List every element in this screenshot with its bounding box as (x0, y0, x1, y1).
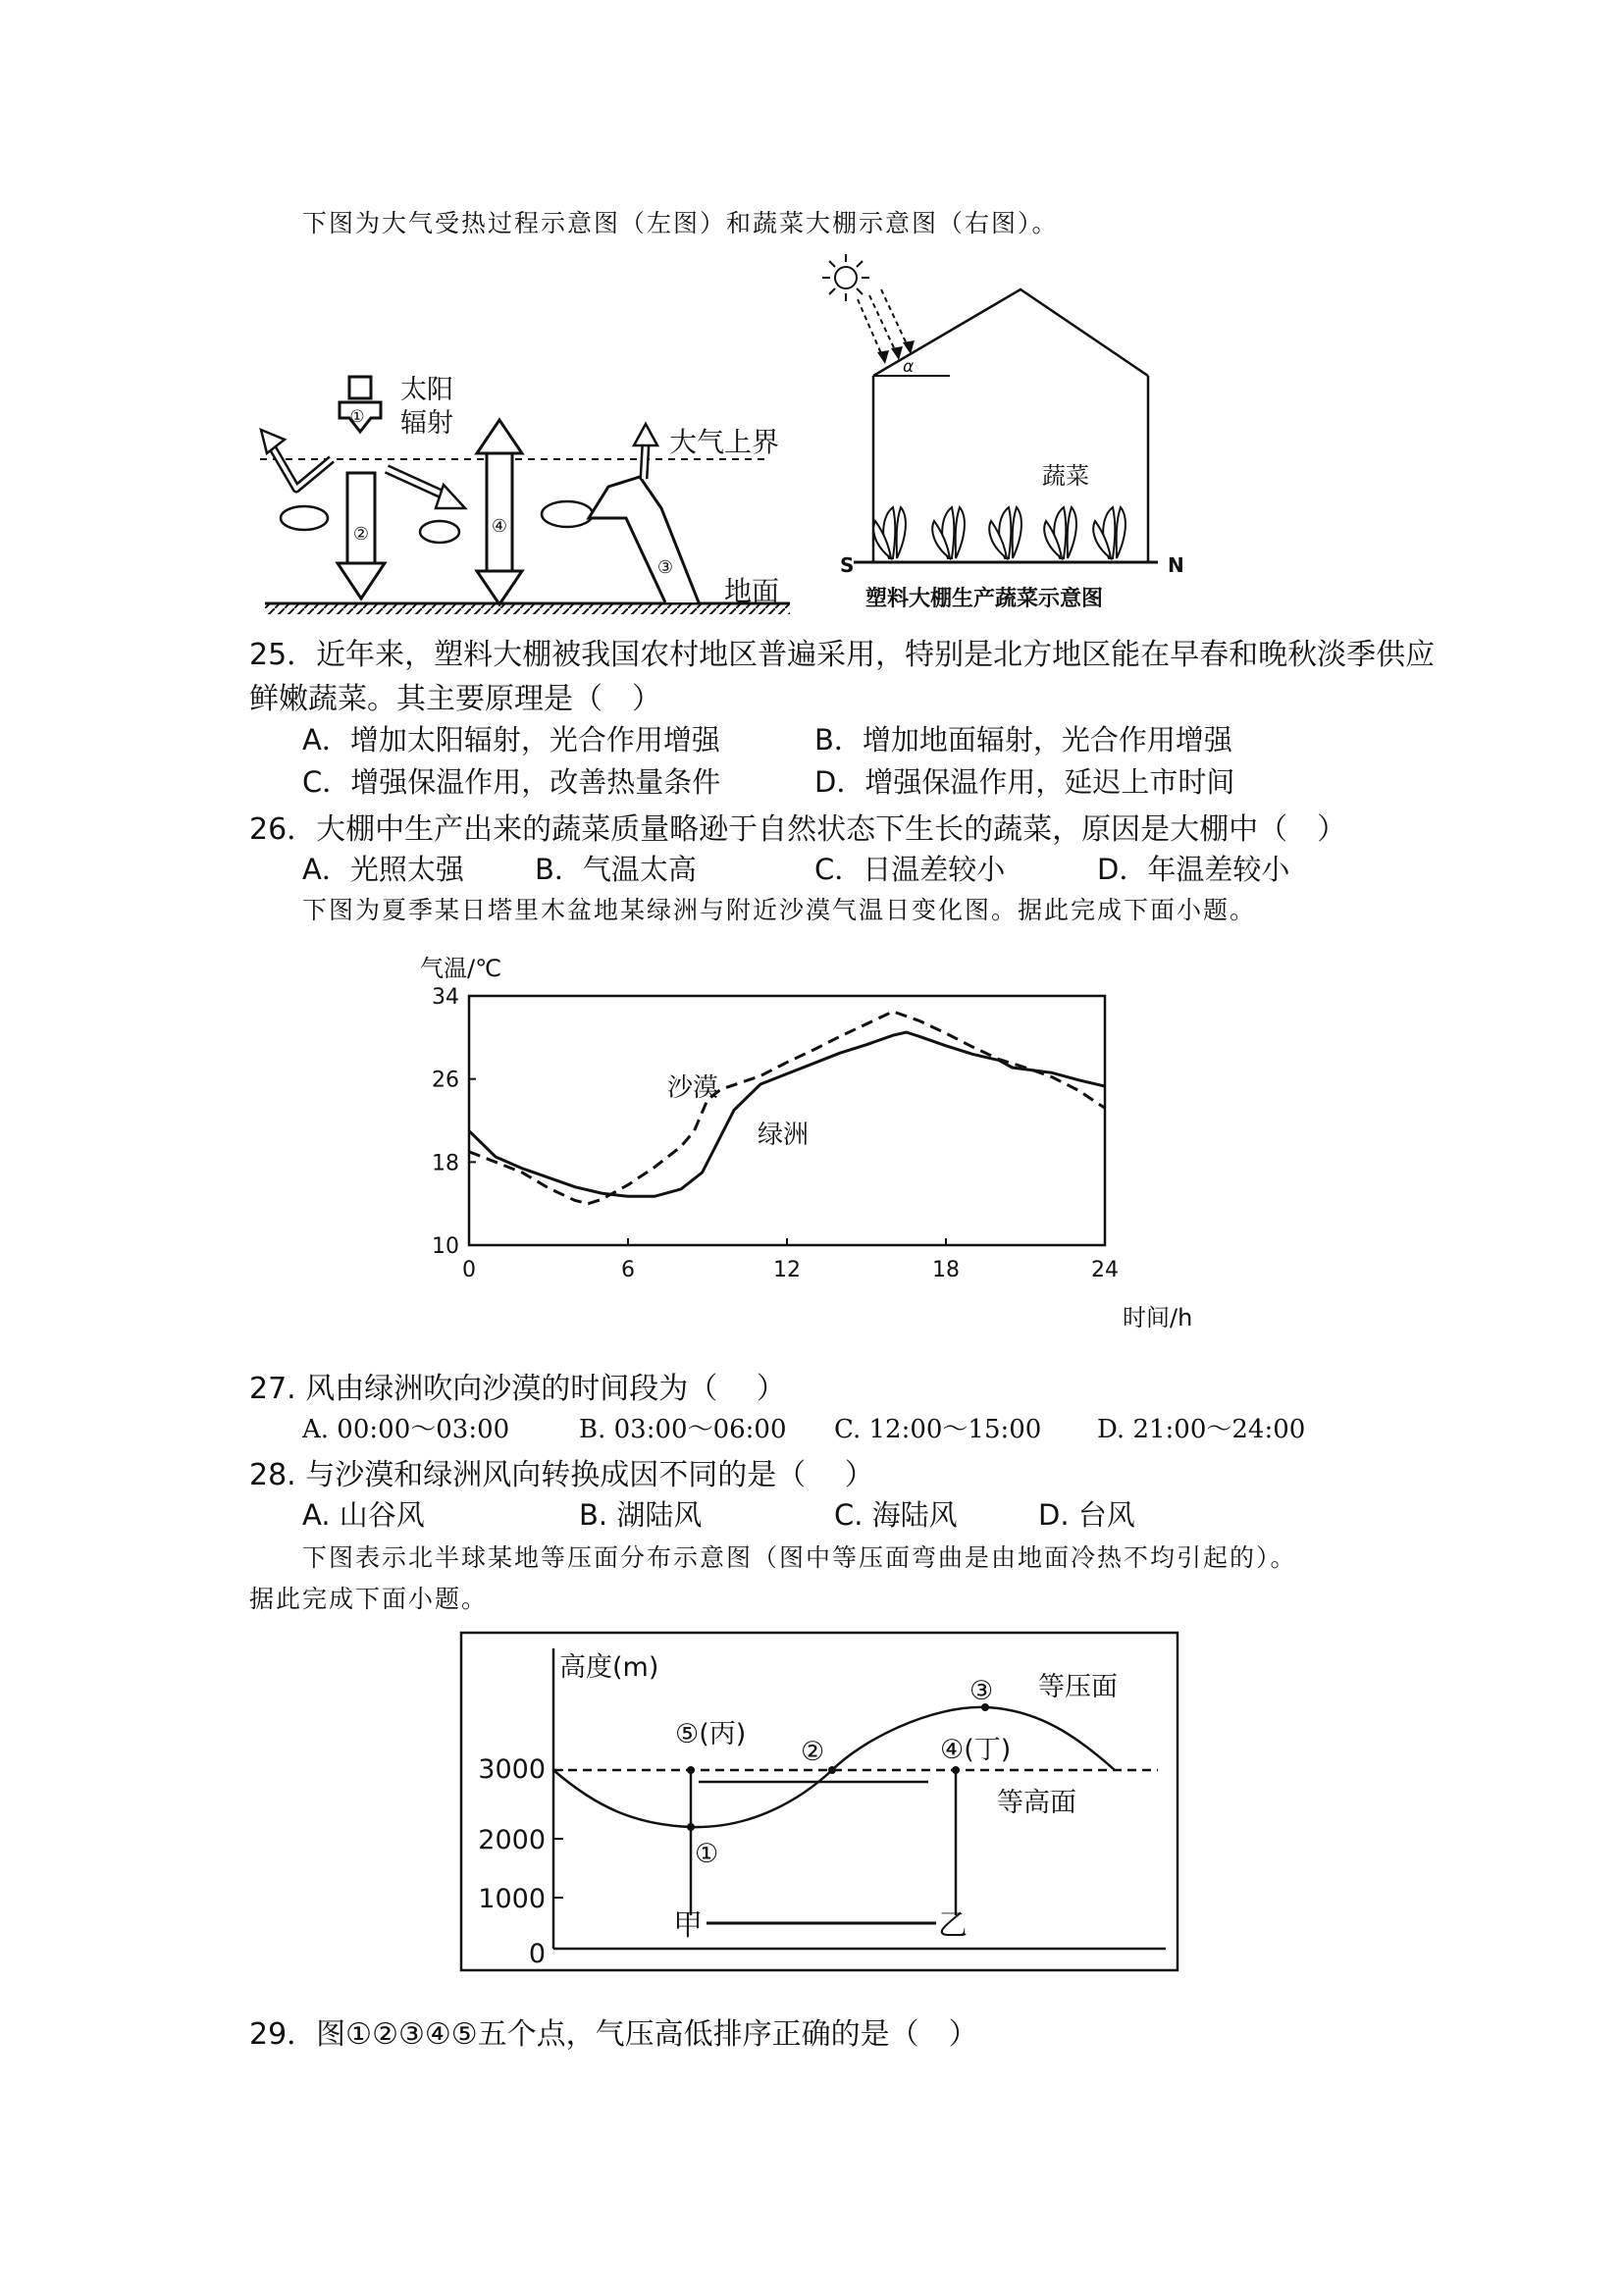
greenhouse-roof (873, 289, 1148, 376)
q28-option-d: D. 台风 (1038, 1498, 1135, 1532)
atmosphere-heating-diagram (255, 363, 805, 628)
series-line-oasis (469, 1032, 1105, 1196)
q26-option-d: D．年温差较小 (1097, 853, 1290, 886)
label-n3: ③ (656, 557, 674, 578)
y-tick-label: 34 (432, 985, 459, 1010)
x-tick-label: 12 (773, 1258, 801, 1282)
q25-option-b: B．增加地面辐射，光合作用增强 (814, 723, 1232, 757)
yi-label: 乙 (938, 1908, 968, 1943)
label-n2: ② (352, 524, 370, 545)
vegetable-plants-icon (873, 507, 1126, 558)
isoheight-label: 等高面 (997, 1788, 1076, 1818)
ground-label: 地面 (724, 575, 780, 607)
scatter-arrow-icon (387, 469, 465, 508)
upper-boundary-label: 大气上界 (669, 426, 780, 458)
jia-label: 甲 (673, 1908, 703, 1943)
temperature-chart (402, 937, 1227, 1330)
q27-stem: 27. 风由绿洲吹向沙漠的时间段为（ ） (249, 1372, 786, 1406)
vegetable-label: 蔬菜 (1042, 462, 1089, 490)
x-tick-label: 18 (932, 1258, 960, 1282)
tick-2000: 2000 (478, 1825, 546, 1855)
q26-option-a: A．光照太强 (302, 853, 464, 886)
point-4-label: ④(丁) (940, 1735, 1012, 1765)
q25-stem-line1: 25．近年来，塑料大棚被我国农村地区普遍采用，特别是北方地区能在早春和晚秋淡季供应 (249, 638, 1436, 672)
cloud-icon (420, 521, 459, 543)
x-tick-label: 24 (1091, 1258, 1119, 1282)
south-label: S (840, 553, 855, 577)
greenhouse-caption: 塑料大棚生产蔬菜示意图 (865, 587, 1104, 611)
intro-text-1: 下图为大气受热过程示意图（左图）和蔬菜大棚示意图（右图）。 (302, 209, 1059, 237)
q25-option-a: A．增加太阳辐射，光合作用增强 (302, 723, 720, 757)
sun-icon (822, 254, 869, 301)
q25-option-c: C．增强保温作用，改善热量条件 (302, 765, 721, 799)
alpha-label: α (903, 357, 915, 377)
north-label: N (1168, 553, 1184, 577)
q29-stem: 29．图①②③④⑤五个点，气压高低排序正确的是（ ） (249, 2017, 978, 2052)
sun-label-2: 辐射 (400, 408, 453, 439)
tick-3000: 3000 (478, 1754, 546, 1785)
chart-xlabel: 时间/h (1123, 1304, 1193, 1330)
q28-option-b: B. 湖陆风 (579, 1498, 703, 1532)
q26-option-c: C．日温差较小 (814, 853, 1006, 886)
series-line-desert (469, 1012, 1105, 1204)
fig-ylabel: 高度(m) (559, 1652, 659, 1683)
series-label-oasis: 绿洲 (758, 1121, 810, 1150)
q27-option-c: C. 12:00～15:00 (834, 1415, 1042, 1444)
q25-stem-line2: 鲜嫩蔬菜。其主要原理是（ ） (249, 682, 661, 716)
tick-1000: 1000 (478, 1884, 546, 1914)
y-tick-label: 10 (432, 1234, 459, 1259)
q28-option-c: C. 海陆风 (834, 1498, 958, 1532)
label-n4: ④ (491, 516, 508, 537)
series-label-desert: 沙漠 (667, 1073, 719, 1103)
point-2-label: ② (801, 1737, 825, 1767)
chart-ylabel: 气温/℃ (420, 955, 502, 982)
greenhouse-diagram (814, 250, 1207, 618)
q26-option-b: B．气温太高 (535, 853, 697, 886)
q28-stem: 28. 与沙漠和绿洲风向转换成因不同的是（ ） (249, 1458, 874, 1492)
q27-option-a: A. 00:00～03:00 (302, 1415, 510, 1444)
q27-option-d: D. 21:00～24:00 (1097, 1415, 1306, 1444)
reflection-arrowhead (261, 430, 285, 453)
x-tick-label: 6 (621, 1258, 635, 1282)
sun-label-1: 太阳 (400, 375, 453, 405)
intro-text-3-line2: 据此完成下面小题。 (249, 1585, 489, 1613)
intro-text-2: 下图为夏季某日塔里木盆地某绿洲与附近沙漠气温日变化图。据此完成下面小题。 (302, 896, 1257, 924)
label-n1: ① (349, 407, 365, 427)
ground-hatch (265, 604, 790, 614)
tick-0: 0 (528, 1939, 546, 1969)
y-tick-label: 18 (432, 1151, 459, 1176)
isobar-diagram (459, 1631, 1185, 1984)
point-3-label: ③ (969, 1676, 994, 1706)
arrow-4-icon (477, 420, 522, 604)
q25-option-d: D．增强保温作用，延迟上市时间 (814, 765, 1235, 799)
q26-stem: 26．大棚中生产出来的蔬菜质量略逊于自然状态下生长的蔬菜，原因是大棚中（ ） (249, 812, 1347, 847)
cloud-icon (542, 501, 593, 527)
cloud-icon (281, 506, 328, 530)
y-tick-label: 26 (432, 1068, 459, 1093)
q28-option-a: A. 山谷风 (302, 1498, 425, 1532)
point-5-label: ⑤(丙) (675, 1719, 747, 1749)
x-tick-label: 0 (462, 1258, 476, 1282)
isobar-label: 等压面 (1038, 1672, 1118, 1702)
point-1-label: ① (695, 1839, 719, 1869)
intro-text-3-line1: 下图表示北半球某地等压面分布示意图（图中等压面弯曲是由地面冷热不均引起的）。 (302, 1543, 1297, 1572)
q27-option-b: B. 03:00～06:00 (579, 1415, 787, 1444)
